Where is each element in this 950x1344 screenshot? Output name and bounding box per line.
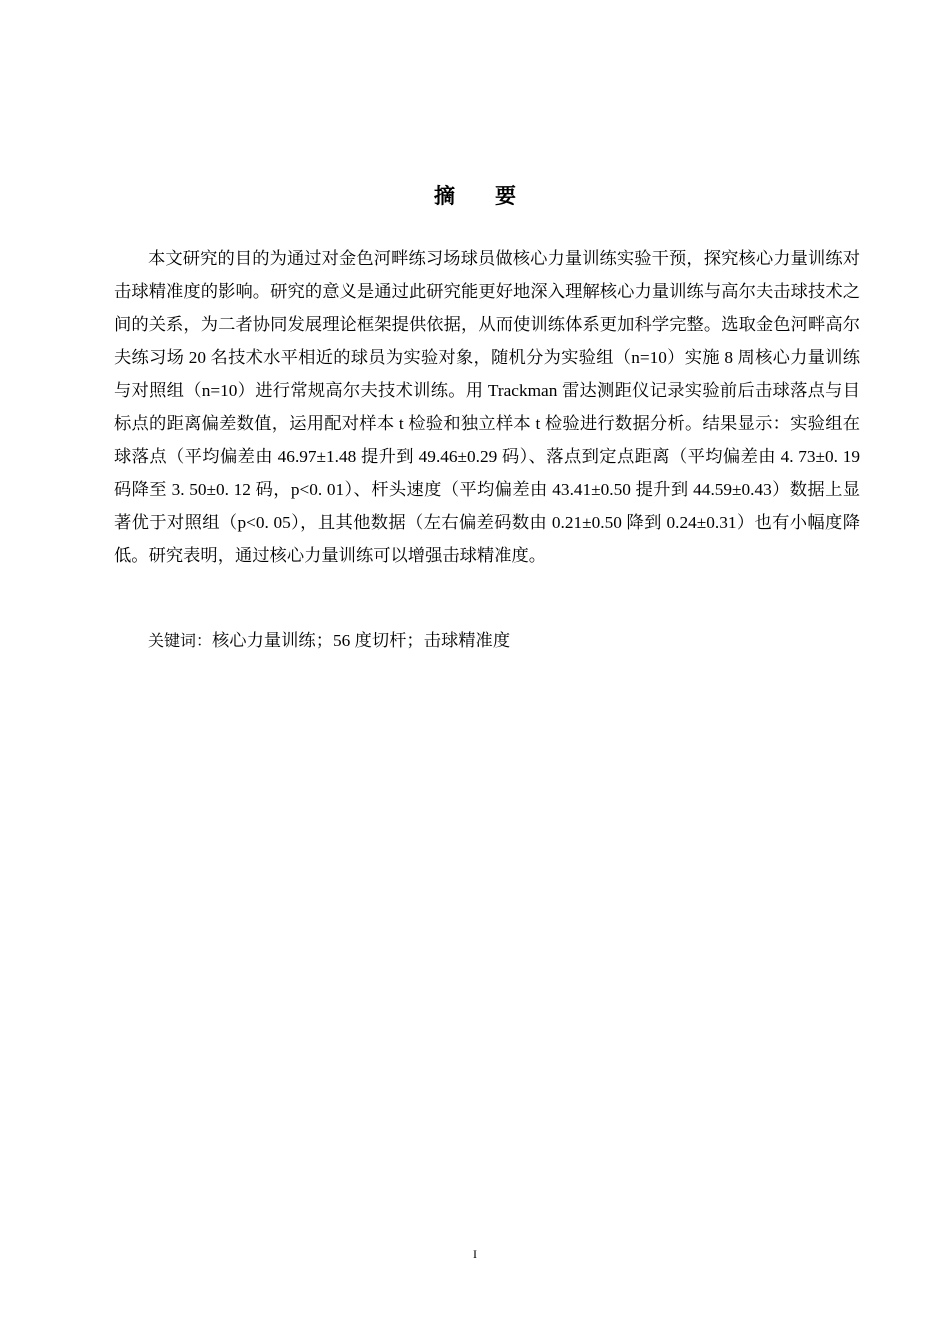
page-number: I bbox=[473, 1247, 477, 1261]
keywords-line bbox=[148, 626, 848, 656]
abstract-paragraph: 本文研究的目的为通过对金色河畔练习场球员做核心力量训练实验干预，探究核心力量训练对击球精准度的影响。研究的意义是通过此研究能更好地深入理解核心力量训练与高尔夫击球技术之间的关系，为二者协同发展理论框架提供依据，从而使训练体系更加科学完整。选取金色河畔高尔夫练习场 20 名技术水平相近的球员为实验对象，随机分为实验组（n=10）实施 8 周核心力量训练与对照组（n=10）进行常规高尔夫技术训练。用 Trackman 雷达测距仪记录实验前后击球落点与目标点的距离偏差数值，运用配对样本 t 检验和独立样本 t 检验进行数据分析。结果显示：实验组在球落点（平均偏差由 46.97±1.48 提升到 49.46±0.29 码）、落点到定点距离（平均偏差由 4. 73±0. 19 码降至 3. 50±0. 12 码，p<0. 01）、杆头速度（平均偏差由 43.41±0.50 提升到 44.59±0.43）数据上显著优于对照组（p<0. 05），且其他数据（左右偏差码数由 0.21±0.50 降到 0.24±0.31）也有小幅度降低。研究表明，通过核心力量训练可以增强击球精准度。 bbox=[114, 249, 860, 565]
keywords-text: 核心力量训练；56 度切杆；击球精准度 bbox=[212, 631, 511, 650]
abstract-title: 摘要 bbox=[434, 184, 556, 208]
keywords-label: 关键词： bbox=[148, 631, 213, 650]
